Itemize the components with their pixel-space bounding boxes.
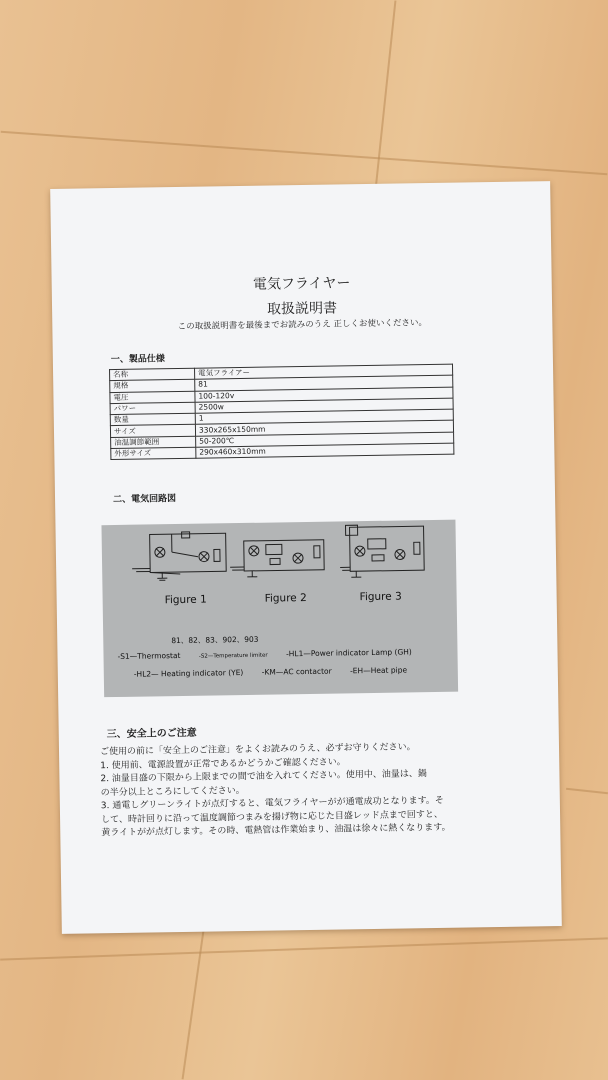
safety-line: 1. 使用前、電源設置が正常であるかどうかご確認ください。 — [100, 756, 346, 771]
spec-value: 330x265x150mm — [195, 421, 453, 436]
safety-notes — [100, 740, 521, 841]
safety-line: 3. 通電しグリーンライトが点灯すると、電気フライヤーがが通電成功となります。そ — [100, 795, 444, 812]
spec-value: 50-200℃ — [196, 432, 454, 447]
spec-label: 電圧 — [110, 391, 195, 404]
legend-thermostat: -S1—Thermostat — [117, 650, 181, 661]
spec-table — [109, 364, 454, 461]
circuit-figure-1 — [132, 531, 227, 580]
circuit-diagram-panel — [101, 520, 458, 698]
circuit-figure-3 — [340, 524, 425, 577]
instruction-sheet — [50, 181, 562, 934]
spec-value: 290x460x310mm — [196, 443, 454, 458]
spec-value: 81 — [195, 375, 453, 390]
safety-line: ご使用の前に「安全上のご注意」をよくお読みのうえ、必ずお守りください。 — [99, 742, 416, 758]
spec-label: パワー — [110, 402, 195, 415]
spec-value: 100-120v — [195, 387, 453, 402]
spec-value: 電気フライアー — [195, 364, 453, 379]
floor-seam — [566, 788, 608, 794]
figure-2-label: Figure 2 — [264, 591, 307, 605]
intro-text: この取扱説明書を最後までお読みのうえ 正しくお使いください。 — [177, 318, 428, 332]
spec-label: 数量 — [110, 413, 195, 426]
spec-value: 2500w — [195, 398, 453, 413]
floor-seam — [1, 131, 608, 175]
document-title: 電気フライヤー — [252, 275, 351, 293]
figure-3-label: Figure 3 — [359, 590, 402, 604]
spec-heading: 一、製品仕様 — [110, 354, 165, 366]
legend-ac-contactor: -KM—AC contactor — [261, 666, 332, 677]
figure-1-label: Figure 1 — [164, 593, 207, 607]
circuit-figure-2 — [230, 540, 325, 577]
safety-line: して、時計回りに沿って温度調節つまみを揚げ物に応じた目盛レッド点まで回すと、 — [101, 809, 443, 825]
spec-label: 外形サイズ — [111, 447, 196, 460]
legend-heat-pipe: -EH—Heat pipe — [349, 665, 408, 676]
floor-seam — [0, 937, 608, 960]
safety-line: の半分以上ところにしてください。 — [100, 785, 245, 798]
safety-line: 黄ライトがが点灯します。その時、電熱管は作業始まり、油温は徐々に熱くなります。 — [101, 822, 451, 839]
spec-label: サイズ — [110, 425, 195, 438]
model-list: 81、82、83、902、903 — [171, 634, 259, 646]
spec-label: 油温調節範囲 — [111, 436, 196, 449]
spec-label: 規格 — [110, 380, 195, 393]
legend-heating-indicator: -HL2— Heating indicator (YE) — [133, 667, 244, 679]
circuit-heading: 二、電気回路図 — [112, 494, 177, 506]
document-subtitle: 取扱説明書 — [266, 300, 338, 318]
safety-line: 2. 油量目盛の下限から上限までの間で油を入れてください。使用中、油量は、鍋 — [100, 769, 427, 785]
spec-label: 名称 — [110, 368, 195, 381]
spec-value: 1 — [195, 409, 453, 424]
legend-power-indicator: -HL1—Power indicator Lamp (GH) — [285, 647, 412, 659]
safety-heading: 三、安全上のご注意 — [106, 727, 197, 741]
legend-temperature-limiter: -S2—Temperature limiter — [198, 652, 268, 660]
floor-seam — [374, 0, 397, 199]
